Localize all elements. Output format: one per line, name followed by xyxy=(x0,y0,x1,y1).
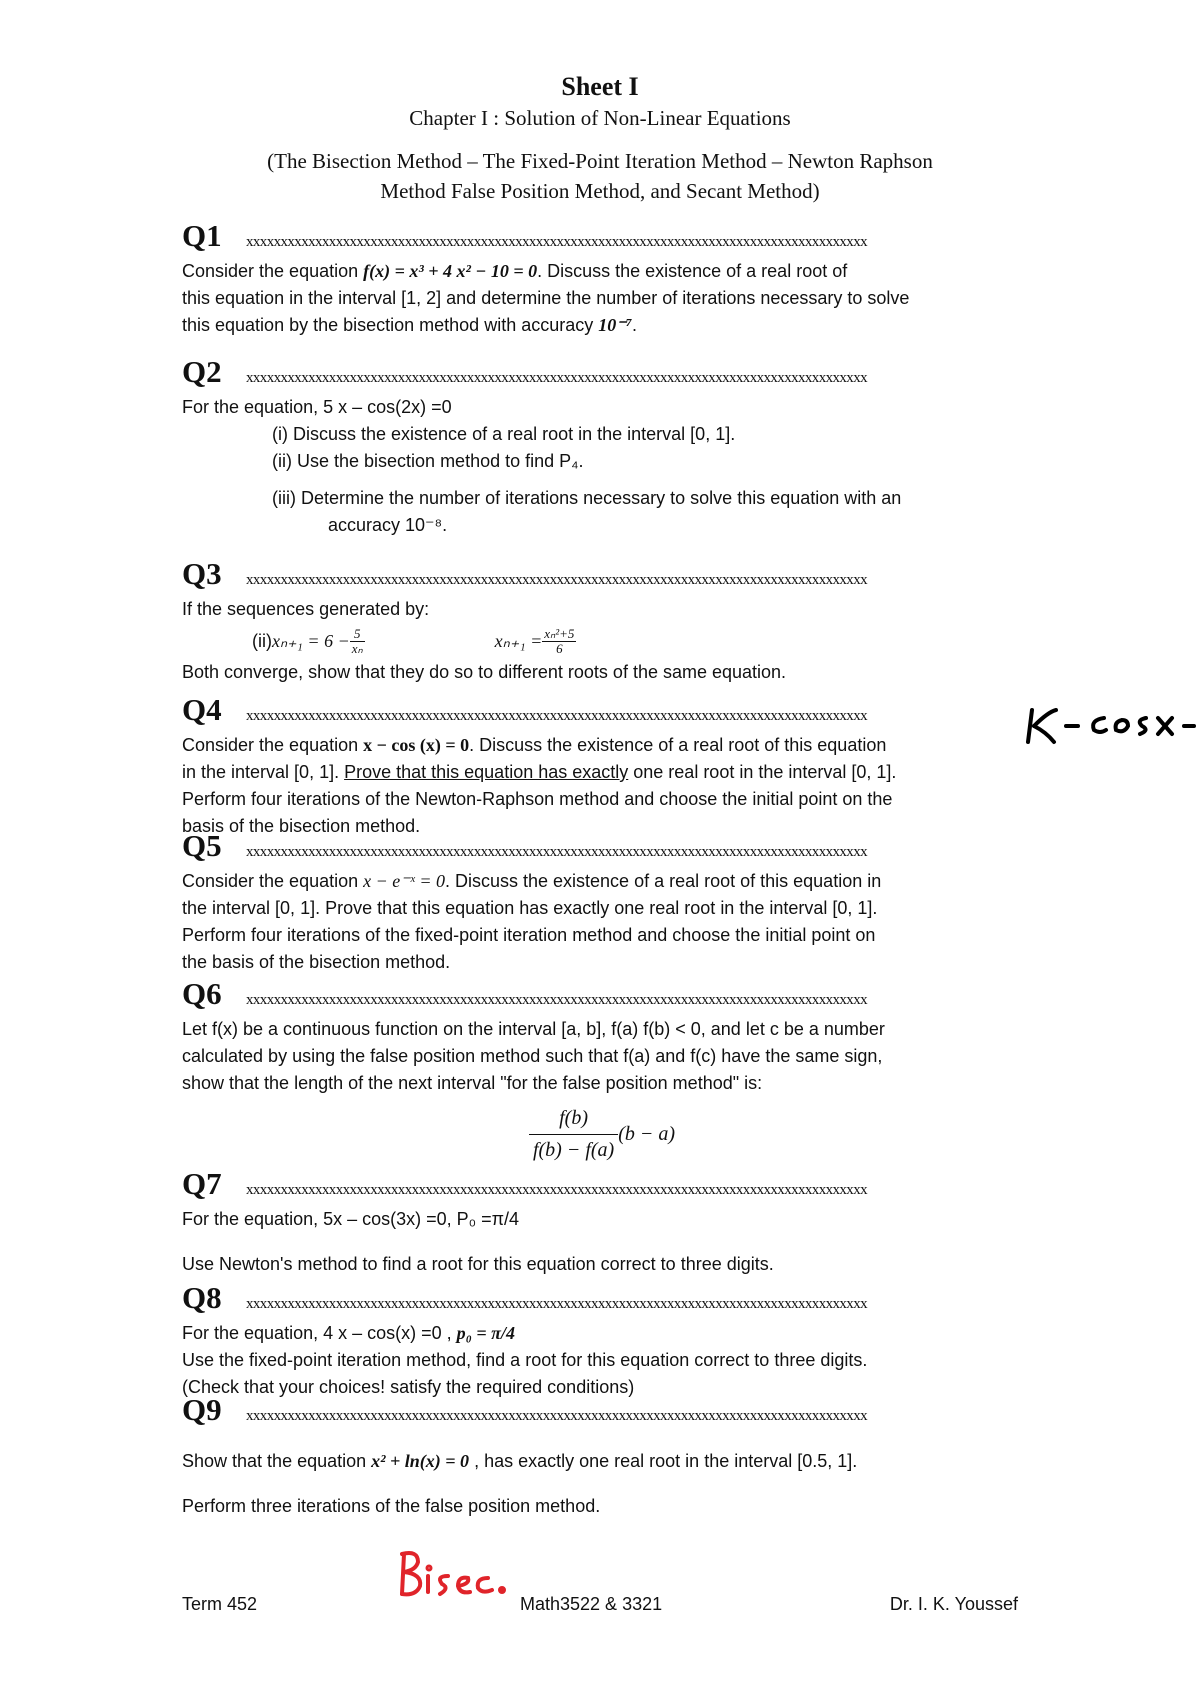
text: in the interval [0, 1]. xyxy=(182,762,345,782)
question-label: Q5 xyxy=(182,828,222,863)
text-line: For the equation, 5x – cos(3x) =0, P₀ =π/4 xyxy=(182,1209,520,1229)
seq2-fraction xyxy=(542,627,576,656)
handwriting-kcosx-icon xyxy=(1024,702,1196,750)
sub-question-iii: (iii) Determine the number of iterations necessary to solve this equation with an xyxy=(272,488,902,508)
underlined-text: Prove that this equation has exactly xyxy=(344,762,629,782)
question-4 xyxy=(182,692,1022,840)
text: Consider the equation xyxy=(182,261,364,281)
question-5 xyxy=(182,828,1022,976)
text-line: this equation in the interval [1, 2] and determine the number of iterations necessary to solve xyxy=(182,288,910,308)
denominator: f(b) − f(a) xyxy=(532,1139,615,1161)
text: this equation by the bisection method with accuracy xyxy=(182,315,599,335)
numerator: 5 xyxy=(350,627,365,642)
text-line: show that the length of the next interval "for the false position method" is: xyxy=(182,1073,763,1093)
separator-line: xxxxxxxxxxxxxxxxxxxxxxxxxxxxxxxxxxxxxxxxxxxxxxxxxxxxxxxxxxxxxxxxxxxxxxxxxxxxxxxxxxxxxxxxxx xyxy=(246,234,868,250)
numerator: xₙ²+5 xyxy=(544,625,575,641)
text-line: Perform four iterations of the fixed-point iteration method and choose the initial point on xyxy=(182,925,876,945)
item-label: (ii) xyxy=(252,630,272,651)
separator-line: xxxxxxxxxxxxxxxxxxxxxxxxxxxxxxxxxxxxxxxxxxxxxxxxxxxxxxxxxxxxxxxxxxxxxxxxxxxxxxxxxxxxxxxxxx xyxy=(246,1408,868,1424)
footer-author: Dr. I. K. Youssef xyxy=(889,1594,1018,1614)
separator-line: xxxxxxxxxxxxxxxxxxxxxxxxxxxxxxxxxxxxxxxxxxxxxxxxxxxxxxxxxxxxxxxxxxxxxxxxxxxxxxxxxxxxxxxxxx xyxy=(246,708,868,724)
handwriting-bisec-icon xyxy=(398,1548,510,1600)
question-label: Q8 xyxy=(182,1280,222,1315)
text-line: basis of the bisection method. xyxy=(182,816,421,836)
text: . xyxy=(632,315,638,335)
question-label: Q1 xyxy=(182,218,222,253)
sheet-title: Sheet I xyxy=(561,72,639,101)
question-2 xyxy=(182,354,1022,539)
methods-line-2: Method False Position Method, and Secant Method) xyxy=(380,179,820,203)
text-line: Let f(x) be a continuous function on the interval [a, b], f(a) f(b) < 0, and let c be a number xyxy=(182,1019,885,1039)
sequences xyxy=(182,623,1022,659)
text-line: If the sequences generated by: xyxy=(182,599,430,619)
separator-line: xxxxxxxxxxxxxxxxxxxxxxxxxxxxxxxxxxxxxxxxxxxxxxxxxxxxxxxxxxxxxxxxxxxxxxxxxxxxxxxxxxxxxxxxxx xyxy=(246,1296,868,1312)
question-label: Q9 xyxy=(182,1392,222,1427)
text: . Discuss the existence of a real root of this equation xyxy=(469,735,887,755)
text: Show that the equation xyxy=(182,1451,372,1471)
text-line: calculated by using the false position method such that f(a) and f(c) have the same sign, xyxy=(182,1046,883,1066)
text-line: the basis of the bisection method. xyxy=(182,952,451,972)
text-line: Both converge, show that they do so to different roots of the same equation. xyxy=(182,662,787,682)
text: one real root in the interval [0, 1]. xyxy=(628,762,897,782)
formula-fraction xyxy=(529,1105,618,1164)
text: Consider the equation xyxy=(182,871,364,891)
equation: x − cos (x) = 0 xyxy=(363,735,470,755)
equation: f(x) = x³ + 4 x² − 10 = 0 xyxy=(363,261,538,281)
text-line: Perform three iterations of the false position method. xyxy=(182,1496,601,1516)
text: For the equation, 4 x – cos(x) =0 , xyxy=(182,1323,457,1343)
chapter-subtitle: Chapter I : Solution of Non-Linear Equations xyxy=(409,106,791,130)
text-line: Use the fixed-point iteration method, find a root for this equation correct to three digits. xyxy=(182,1350,868,1370)
text-line: the interval [0, 1]. Prove that this equation has exactly one real root in the interval [0, 1]. xyxy=(182,898,878,918)
text-line: (Check that your choices! satisfy the required conditions) xyxy=(182,1377,635,1397)
question-7 xyxy=(182,1166,1022,1278)
separator-line: xxxxxxxxxxxxxxxxxxxxxxxxxxxxxxxxxxxxxxxxxxxxxxxxxxxxxxxxxxxxxxxxxxxxxxxxxxxxxxxxxxxxxxxxxx xyxy=(246,370,868,386)
question-label: Q6 xyxy=(182,976,222,1011)
footer-course: Math3522 & 3321 xyxy=(520,1594,663,1614)
equation: x² + ln(x) = 0 xyxy=(371,1451,470,1471)
text: , has exactly one real root in the interval [0.5, 1]. xyxy=(469,1451,858,1471)
separator-line: xxxxxxxxxxxxxxxxxxxxxxxxxxxxxxxxxxxxxxxxxxxxxxxxxxxxxxxxxxxxxxxxxxxxxxxxxxxxxxxxxxxxxxxxxx xyxy=(246,844,868,860)
sub-question-iii-cont: accuracy 10⁻⁸. xyxy=(328,515,448,535)
equation: x − e⁻ˣ = 0 xyxy=(363,871,445,891)
text: Consider the equation xyxy=(182,735,364,755)
seq2: xₙ₊₁ = xyxy=(494,630,543,651)
denominator: 6 xyxy=(556,640,563,656)
question-label: Q4 xyxy=(182,692,222,727)
text-line: Use Newton's method to find a root for this equation correct to three digits. xyxy=(182,1254,774,1274)
accuracy-value: 10⁻⁷ xyxy=(598,315,632,335)
question-9 xyxy=(182,1392,1022,1520)
question-label: Q7 xyxy=(182,1166,222,1201)
methods-line-1: (The Bisection Method – The Fixed-Point Iteration Method – Newton Raphson xyxy=(267,149,933,173)
formula-factor: (b − a) xyxy=(618,1123,676,1145)
handwritten-bottom-note xyxy=(398,1548,510,1600)
interval-length-formula xyxy=(182,1105,1022,1164)
seq1: xₙ₊₁ = 6 − xyxy=(272,630,350,651)
separator-line: xxxxxxxxxxxxxxxxxxxxxxxxxxxxxxxxxxxxxxxxxxxxxxxxxxxxxxxxxxxxxxxxxxxxxxxxxxxxxxxxxxxxxxxxxx xyxy=(246,992,868,1008)
methods-list xyxy=(190,146,1010,206)
sub-question-ii: (ii) Use the bisection method to find P₄. xyxy=(272,451,584,471)
handwritten-margin-note xyxy=(1024,702,1196,750)
text: . Discuss the existence of a real root of this equation in xyxy=(444,871,882,891)
numerator: f(b) xyxy=(529,1105,618,1135)
text-line: Perform four iterations of the Newton-Raphson method and choose the initial point on the xyxy=(182,789,893,809)
separator-line: xxxxxxxxxxxxxxxxxxxxxxxxxxxxxxxxxxxxxxxxxxxxxxxxxxxxxxxxxxxxxxxxxxxxxxxxxxxxxxxxxxxxxxxxxx xyxy=(246,572,868,588)
text-line: For the equation, 5 x – cos(2x) =0 xyxy=(182,397,452,417)
text: . Discuss the existence of a real root of xyxy=(537,261,848,281)
sub-question-i: (i) Discuss the existence of a real root in the interval [0, 1]. xyxy=(272,424,736,444)
question-6 xyxy=(182,976,1022,1164)
denominator: xₙ xyxy=(351,640,363,656)
question-3 xyxy=(182,556,1022,686)
question-8 xyxy=(182,1280,1022,1401)
question-1 xyxy=(182,218,1022,339)
footer-term: Term 452 xyxy=(182,1594,258,1614)
separator-line: xxxxxxxxxxxxxxxxxxxxxxxxxxxxxxxxxxxxxxxxxxxxxxxxxxxxxxxxxxxxxxxxxxxxxxxxxxxxxxxxxxxxxxxxxx xyxy=(246,1182,868,1198)
question-label: Q2 xyxy=(182,354,222,389)
question-label: Q3 xyxy=(182,556,222,591)
seq1-fraction xyxy=(350,627,365,656)
initial-point: p₀ = π/4 xyxy=(456,1323,515,1343)
